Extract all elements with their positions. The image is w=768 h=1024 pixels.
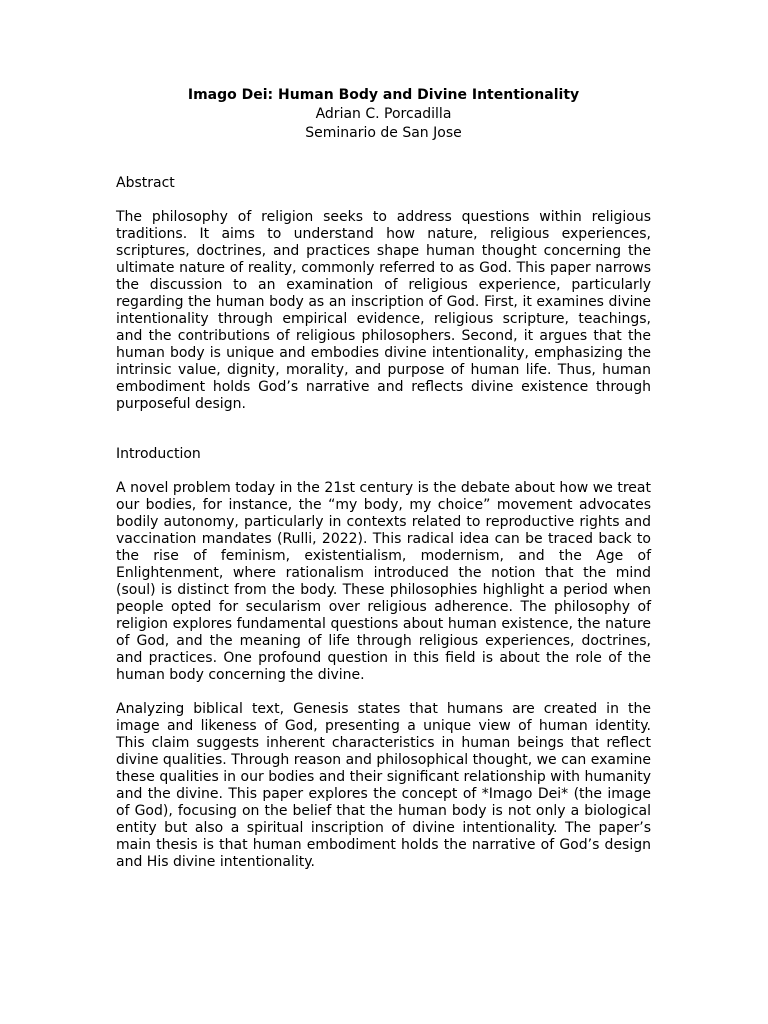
document-page: [116, 86, 651, 871]
paper-title: Imago Dei: Human Body and Divine Intentionality: [187, 87, 580, 103]
paper-author: Adrian C. Porcadilla: [315, 106, 452, 122]
introduction-heading: Introduction: [116, 446, 201, 462]
abstract-text: The philosophy of religion seeks to address questions within religious traditions. It aims to understand how nature, religious experiences, scriptures, doctrines, and practices shape human thought concerning the ultimate nature of reality, commonly referred to as God. This paper narrows the discussion to an examination of religious experience, particularly regarding the human body as an inscription of God. First, it examines divine intentionality through empirical evidence, religious scripture, teachings, and the contributions of religious philosophers. Second, it argues that the human body is unique and embodies divine intentionality, emphasizing the intrinsic value, dignity, morality, and purpose of human life. Thus, human embodiment holds God’s narrative and reflects divine existence through purposeful design.: [116, 209, 651, 412]
introduction-paragraph-2: Analyzing biblical text, Genesis states that humans are created in the image and likeness of God, presenting a unique view of human identity. This claim suggests inherent characteristics in human beings that reflect divine qualities. Through reason and philosophical thought, we can examine these qualities in our bodies and their significant relationship with humanity and the divine. This paper explores the concept of *Imago Dei* (the image of God), focusing on the belief that the human body is not only a biological entity but also a spiritual inscription of divine intentionality. The paper’s main thesis is that human embodiment holds the narrative of God’s design and His divine intentionality.: [116, 701, 651, 870]
paper-affiliation: Seminario de San Jose: [305, 125, 462, 141]
abstract-heading: Abstract: [116, 175, 175, 191]
introduction-paragraph-1: A novel problem today in the 21st century is the debate about how we treat our bodies, for instance, the “my body, my choice” movement advocates bodily autonomy, particularly in contexts related to reproductive rights and vaccination mandates (Rulli, 2022). This radical idea can be traced back to the rise of feminism, existentialism, modernism, and the Age of Enlightenment, where rationalism introduced the notion that the mind (soul) is distinct from the body. These philosophies highlight a period when people opted for secularism over religious adherence. The philosophy of religion explores fundamental questions about human existence, the nature of God, and the meaning of life through religious experiences, doctrines, and practices. One profound question in this field is about the role of the human body concerning the divine.: [116, 480, 651, 683]
title-block: [116, 86, 651, 143]
